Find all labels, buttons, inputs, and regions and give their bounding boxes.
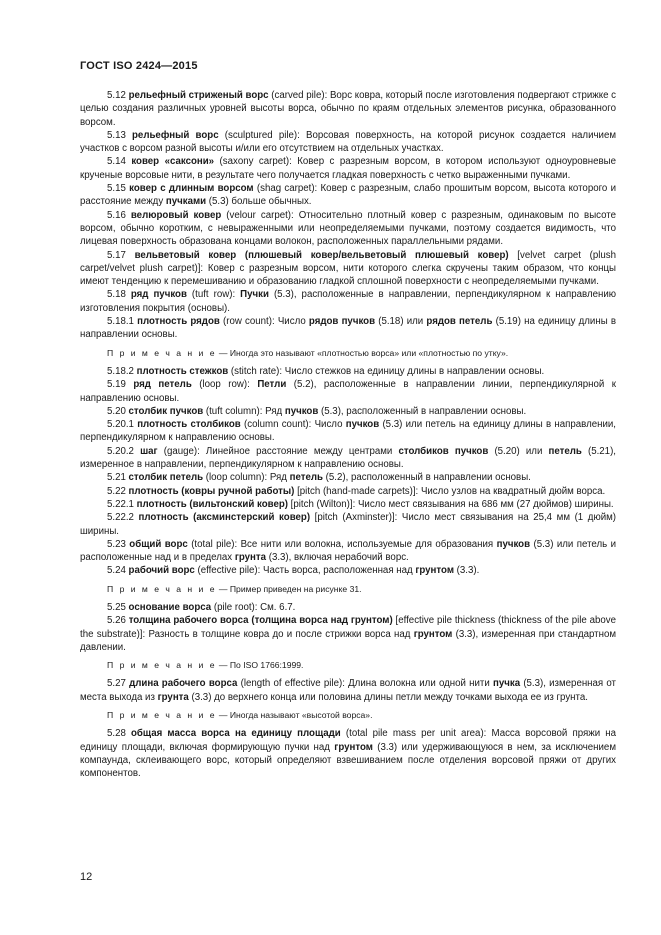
term-bold: петель xyxy=(548,445,582,457)
text-run: (5.3), расположенный в направлении основы. xyxy=(318,405,527,417)
definition-paragraph xyxy=(80,418,616,445)
text-run: [pitch (hand-made carpets)]: Число узлов на квадратный дюйм ворса. xyxy=(294,485,606,497)
text-run: (3.3), измеренная при стандартном давлении. xyxy=(80,628,616,653)
text-run: (loop row): xyxy=(191,379,258,391)
text-run: (velour carpet): Относительно плотный ковер с разрезным, одинаковым по высоте ворсом, обычно коротким, с невыраженными или неопределяемыми пучками, поэтому создается видимость, что лицевая поверхность образована концами волокон, расположенных параллельными рядами. xyxy=(80,209,617,248)
text-run: (saxony carpet): Ковер с разрезным ворсом, в котором используют одноуровневые крученые ворсовые нити, в результате чего получается гладкая поверхность с четко выраженными пучками. xyxy=(80,156,617,181)
text-run: 5.13 xyxy=(107,129,133,141)
term-bold: грунта xyxy=(234,552,267,564)
term-bold: грунтом xyxy=(415,565,454,577)
text-run: 5.28 xyxy=(107,728,132,740)
definition-paragraph xyxy=(80,498,616,511)
definition-paragraph xyxy=(80,485,616,498)
definition-paragraph xyxy=(80,209,616,249)
text-run: (length of effective pile): Длина волокна или одной нити xyxy=(237,678,493,690)
note-text: — По ISO 1766:1999. xyxy=(216,660,304,671)
text-run: (sculptured pile): Ворсовая поверхность, на которой рисунок создается наличием участков с ворсом разной высоты и/или его отсутствием на отдельных участках. xyxy=(80,129,617,155)
term-bold: рельефный стриженый ворс xyxy=(128,90,269,101)
text-run: [velvet carpet (plush carpet/velvet plush carpet)]: Ковер с разрезным ворсом, нити которого слегка скручены таким образом, что концы имеют тенденцию к перемешиванию и образованию гладкой сплошной поверхности с неопределяемыми пучками. xyxy=(80,249,617,288)
text-run: (tuft row): xyxy=(186,289,241,301)
definition-paragraph xyxy=(80,129,616,156)
text-run: (5.21), измеренное в направлении, перпендикулярном к направлению основы. xyxy=(80,445,616,471)
text-run: (3.3), включая нерабочий ворс. xyxy=(266,552,409,564)
text-run: 5.20.2 xyxy=(107,445,141,457)
term-bold: толщина рабочего ворса (толщина ворса над грунтом) xyxy=(128,615,393,627)
definition-paragraph xyxy=(80,445,616,472)
text-run: (total pile mass per unit area): Масса ворсовой пряжи на единицу площади, включая формирующую пучки над xyxy=(80,728,617,753)
note-label: П р и м е ч а н и е xyxy=(107,710,217,721)
term-bold: общая масса ворса на единицу площади xyxy=(131,728,341,740)
term-bold: рядов петель xyxy=(426,316,493,328)
term-bold: общий ворс xyxy=(129,538,188,550)
note-text: — Иногда это называют «плотностью ворса» или «плотностью по утку». xyxy=(216,347,509,358)
text-run: 5.15 xyxy=(107,183,130,195)
term-bold: плотность столбиков xyxy=(137,419,241,431)
definition-paragraph xyxy=(80,601,616,614)
term-bold: рядов пучков xyxy=(308,316,376,328)
text-run: (3.3) или удерживающуюся в нем, за исключением компаунда, склеивающего ворс, который определяют взвешиванием после отделения ворсовой пряжи от других компонентов. xyxy=(80,741,616,780)
definition-paragraph xyxy=(80,89,616,129)
text-run: 5.12 xyxy=(107,90,129,101)
text-run: 5.18 xyxy=(107,289,131,301)
text-run: (gauge): Линейное расстояние между центрами xyxy=(157,445,399,457)
page-number: 12 xyxy=(80,871,93,883)
term-bold: петель xyxy=(289,472,323,484)
text-run: (5.3), расположенные в направлении, перпендикулярном к направлению изготовления покрытия (основы). xyxy=(80,289,617,314)
text-run: (5.19) на единицу длины в направлении основы. xyxy=(80,316,616,341)
term-bold: плотность (вильтонский ковер) xyxy=(136,498,288,510)
text-run: (5.3) или петель и расположенные над и в пределах xyxy=(80,538,617,564)
text-run: (pile root): См. 6.7. xyxy=(211,601,296,613)
note xyxy=(80,709,616,722)
text-run: (5.18) или xyxy=(375,316,427,328)
term-bold: грунтом xyxy=(334,741,373,753)
definition-paragraph xyxy=(80,511,616,538)
text-run: 5.24 xyxy=(107,565,129,577)
term-bold: плотность (аксминстерский ковер) xyxy=(138,512,311,524)
text-run: (carved pile): Ворс ковра, который после изготовления подвергают стрижке с целью создания различных уровней высоты ворса, обычно по краям отдельных элементов рисунка, образованного ворсом. xyxy=(80,90,617,128)
definition-paragraph xyxy=(80,564,616,577)
term-bold: плотность (ковры ручной работы) xyxy=(128,485,295,497)
term-bold: Петли xyxy=(257,379,287,391)
note-text: — Пример приведен на рисунке 31. xyxy=(216,583,362,594)
term-bold: рабочий ворс xyxy=(128,565,195,577)
note xyxy=(80,347,616,360)
text-run: [effective pile thickness (thickness of the pile above the substrate)]: Разность в толщине ковра до и после стрижки ворса над xyxy=(80,615,617,640)
term-bold: пучков xyxy=(496,538,531,550)
text-run: (effective pile): Часть ворса, расположенная над xyxy=(194,565,416,577)
note-label: П р и м е ч а н и е xyxy=(107,583,217,594)
term-bold: грунтом xyxy=(413,628,453,640)
text-run: (column count): Число xyxy=(240,419,346,431)
definition-paragraph xyxy=(80,182,616,209)
text-run: (total pile): Все нити или волокна, используемые для образования xyxy=(187,538,497,550)
text-run: (tuft column): Ряд xyxy=(203,405,285,417)
text-run: 5.18.2 xyxy=(107,365,137,377)
term-bold: ряд петель xyxy=(133,379,192,391)
text-run: 5.26 xyxy=(107,615,129,627)
text-run: 5.18.1 xyxy=(107,316,138,328)
text-run: (row count): Число xyxy=(219,316,309,328)
text-run: 5.21 xyxy=(107,472,129,484)
text-run: 5.27 xyxy=(107,678,130,690)
text-run: 5.14 xyxy=(107,156,132,168)
note-label: П р и м е ч а н и е xyxy=(107,660,217,671)
definition-paragraph xyxy=(80,155,616,182)
term-bold: пучков xyxy=(284,405,319,417)
text-run: 5.22.2 xyxy=(107,512,139,524)
note-label: П р и м е ч а н и е xyxy=(107,347,217,358)
note xyxy=(80,583,616,596)
term-bold: основание ворса xyxy=(128,601,212,613)
definition-paragraph xyxy=(80,288,616,315)
term-bold: ковер с длинным ворсом xyxy=(129,183,254,195)
text-run: (5.2), расположенные в направлении линии, перпендикулярной к направлению основы. xyxy=(80,379,616,404)
text-run: 5.22.1 xyxy=(107,498,137,510)
text-run: 5.20.1 xyxy=(107,419,138,431)
text-run: 5.25 xyxy=(107,601,129,613)
term-bold: длина рабочего ворса xyxy=(129,678,238,690)
text-run: (5.20) или xyxy=(488,445,549,457)
definition-paragraph xyxy=(80,405,616,418)
definition-paragraph xyxy=(80,365,616,378)
term-bold: ряд пучков xyxy=(130,289,187,301)
term-bold: грунта xyxy=(157,691,189,703)
definition-paragraph xyxy=(80,471,616,484)
term-bold: столбиков пучков xyxy=(398,445,489,457)
text-run: 5.17 xyxy=(107,249,135,261)
text-run: 5.22 xyxy=(107,485,129,497)
text-run: (5.3) больше обычных. xyxy=(206,196,312,208)
term-bold: вельветовый ковер (плюшевый ковер/вельветовый плюшевый ковер) xyxy=(134,249,509,261)
text-run: 5.20 xyxy=(107,405,129,417)
definition-paragraph xyxy=(80,378,616,405)
term-bold: столбик петель xyxy=(128,472,204,484)
term-bold: пучков xyxy=(345,419,380,431)
term-bold: Пучки xyxy=(240,289,269,301)
term-bold: пучками xyxy=(165,196,207,208)
text-run: 5.23 xyxy=(107,538,130,550)
note xyxy=(80,659,616,672)
definition-paragraph xyxy=(80,614,616,654)
definition-paragraph xyxy=(80,727,616,780)
text-run: (5.3), измеренная от места выхода из xyxy=(80,678,616,703)
text-run: (shag carpet): Ковер с разрезным, слабо прошитым ворсом, высота которого и расстояние между xyxy=(80,183,617,208)
text-run: [pitch (Wilton)]: Число мест связывания на 686 мм (27 дюймов) ширины. xyxy=(287,498,614,510)
text-run: (5.3) или петель на единицу длины в направлении, перпендикулярном к направлению основы. xyxy=(80,419,616,444)
text-run: (loop column): Ряд xyxy=(203,472,290,484)
text-run: [pitch (Axminster)]: Число мест связывания на 25,4 мм (1 дюйм) ширины. xyxy=(80,512,617,537)
term-bold: плотность стежков xyxy=(136,365,229,377)
document-header: ГОСТ ISO 2424—2015 xyxy=(80,60,198,72)
definition-paragraph xyxy=(80,315,616,342)
text-run: 5.19 xyxy=(107,379,134,391)
definition-paragraph xyxy=(80,677,616,704)
term-bold: столбик пучков xyxy=(128,405,204,417)
text-run: (stitch rate): Число стежков на единицу длины в направлении основы. xyxy=(228,365,545,377)
text-run: 5.16 xyxy=(107,209,131,221)
term-bold: пучка xyxy=(492,678,521,690)
document-body xyxy=(80,89,616,781)
text-run: (3.3) до верхнего конца или половина длины петли между точками выхода ее из грунта. xyxy=(188,691,588,703)
term-bold: ковер «саксони» xyxy=(131,156,215,168)
text-run: (5.2), расположенный в направлении основы. xyxy=(322,472,531,484)
text-run: (3.3). xyxy=(453,565,480,577)
term-bold: рельефный ворс xyxy=(132,129,219,141)
definition-paragraph xyxy=(80,538,616,565)
term-bold: шаг xyxy=(140,445,158,457)
definition-paragraph xyxy=(80,249,616,289)
term-bold: плотность рядов xyxy=(137,316,220,328)
note-text: — Иногда называют «высотой ворса». xyxy=(216,710,373,721)
term-bold: велюровый ковер xyxy=(130,209,222,221)
